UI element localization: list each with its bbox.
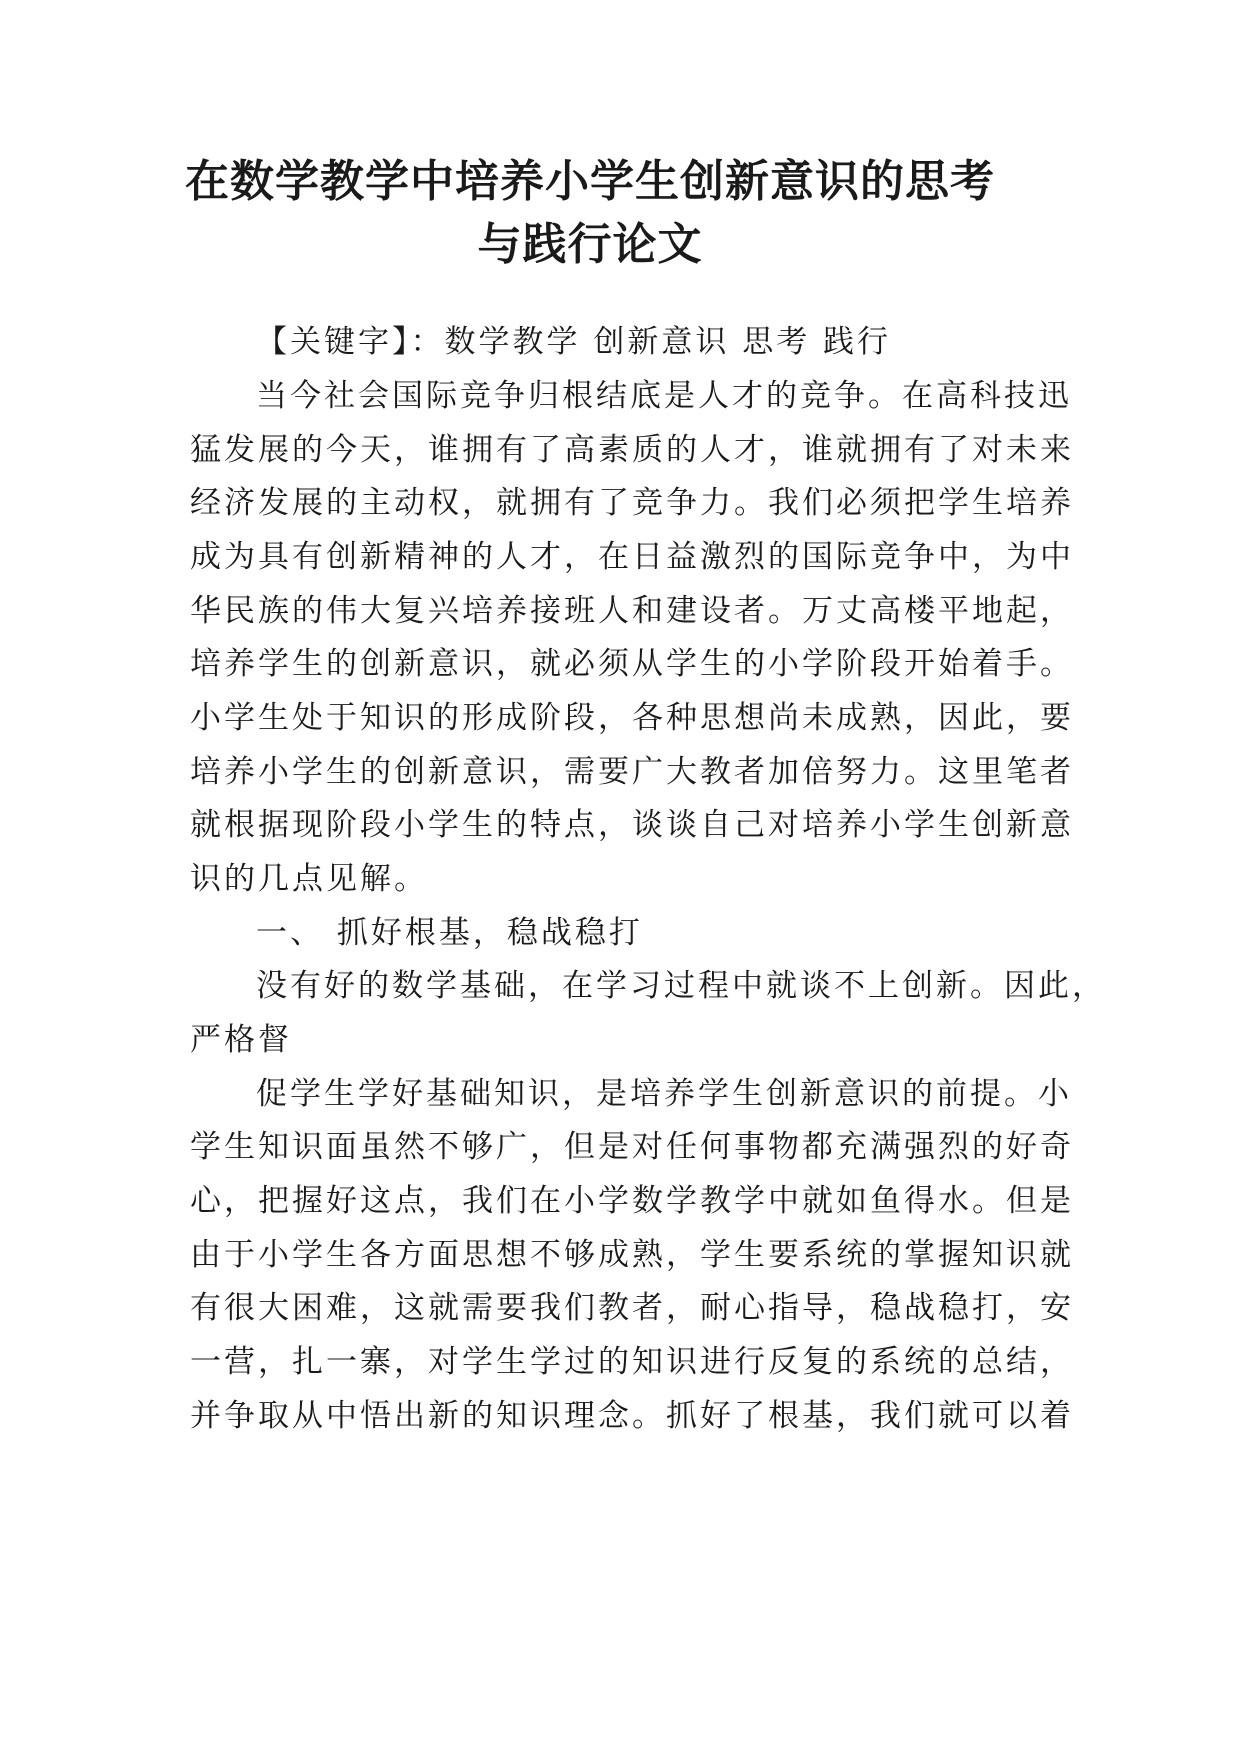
paragraph-line: 就根据现阶段小学生的特点，谈谈自己对培养小学生创新意: [190, 807, 1074, 843]
paragraph-line: 没有好的数学基础，在学习过程中就谈不上创新。因此，: [256, 968, 1106, 1004]
paragraph-line: 学生知识面虽然不够广，但是对任何事物都充满强烈的好奇: [190, 1129, 1074, 1165]
paragraph-line: 成为具有创新精神的人才，在日益激烈的国际竞争中，为中: [190, 539, 1074, 575]
paragraph-line: 经济发展的主动权，就拥有了竞争力。我们必须把学生培养: [190, 485, 1074, 521]
keywords-line: 【关键字】：数学教学 创新意识 思考 践行: [256, 324, 892, 360]
paragraph-line: 华民族的伟大复兴培养接班人和建设者。万丈高楼平地起，: [190, 593, 1074, 629]
document-title-line-2: 与践行论文: [477, 219, 703, 270]
paragraph-line: 由于小学生各方面思想不够成熟，学生要系统的掌握知识就: [190, 1237, 1074, 1273]
paragraph-line: 并争取从中悟出新的知识理念。抓好了根基，我们就可以着: [190, 1398, 1074, 1434]
paragraph-line: 培养小学生的创新意识，需要广大教者加倍努力。这里笔者: [190, 754, 1074, 790]
paragraph-line: 一营，扎一寨，对学生学过的知识进行反复的系统的总结，: [190, 1344, 1074, 1380]
paragraph-line: 识的几点见解。: [190, 861, 428, 897]
paragraph-line: 小学生处于知识的形成阶段，各种思想尚未成熟，因此，要: [190, 700, 1074, 736]
paragraph-line: 当今社会国际竞争归根结底是人才的竞争。在高科技迅: [256, 378, 1072, 414]
document-title-line-1: 在数学教学中培养小学生创新意识的思考: [185, 156, 995, 207]
section-heading: 一、 抓好根基，稳战稳打: [256, 915, 643, 951]
paragraph-line: 有很大困难，这就需要我们教者，耐心指导，稳战稳打，安: [190, 1290, 1074, 1326]
paragraph-line: 促学生学好基础知识，是培养学生创新意识的前提。小: [256, 1076, 1072, 1112]
paragraph-line: 培养学生的创新意识，就必须从学生的小学阶段开始着手。: [190, 646, 1074, 682]
paragraph-line: 心，把握好这点，我们在小学数学教学中就如鱼得水。但是: [190, 1183, 1074, 1219]
paragraph-line: 猛发展的今天，谁拥有了高素质的人才，谁就拥有了对未来: [190, 432, 1074, 468]
paragraph-line: 严格督: [190, 1022, 292, 1058]
